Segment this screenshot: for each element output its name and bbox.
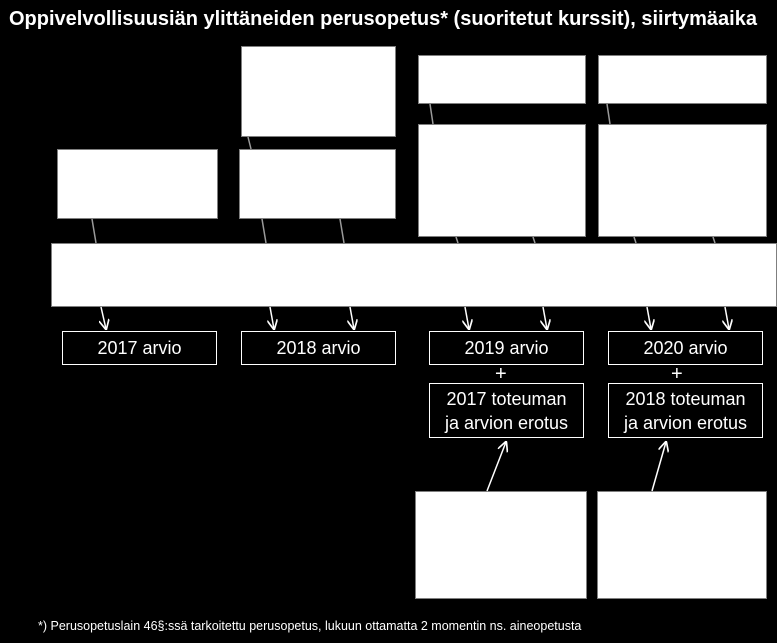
connector-line (607, 104, 610, 124)
arrow-to-2018-b (350, 307, 354, 329)
arrow-to-2020-a (647, 307, 651, 329)
year-box-2018: 2018 arvio (241, 331, 396, 365)
year-box-2019: 2019 arvio (429, 331, 584, 365)
plus-sign-2019: + (495, 363, 507, 385)
connector-line (456, 237, 458, 243)
year-box-2020: 2020 arvio (608, 331, 763, 365)
difference-box-2018-line2: ja arvion erotus (623, 412, 748, 433)
connector-line (248, 137, 251, 149)
plus-sign-2020: + (671, 363, 683, 385)
arrow-to-2018-a (270, 307, 274, 329)
connector-line (340, 219, 344, 243)
arrow-to-difference-2018 (652, 442, 666, 491)
difference-box-2018-line1: 2018 toteuman (625, 388, 746, 409)
connector-line (430, 104, 433, 124)
connector-line (92, 219, 96, 243)
difference-box-2017-line2: ja arvion erotus (444, 412, 569, 433)
connector-line (262, 219, 266, 243)
arrow-to-2019-a (465, 307, 469, 329)
footnote: *) Perusopetuslain 46§:ssä tarkoitettu perusopetus, lukuun ottamatta 2 momentin ns. aineopetusta (38, 619, 582, 633)
year-box-2017: 2017 arvio (62, 331, 217, 365)
arrow-to-2017 (101, 307, 106, 329)
arrow-to-difference-2017 (487, 442, 506, 491)
connector-line (634, 237, 636, 243)
diagram-title: Oppivelvollisuusiän ylittäneiden perusopetus* (suoritetut kurssit), siirtymäaika (9, 8, 757, 30)
connector-line (533, 237, 535, 243)
connector-line (713, 237, 715, 243)
arrow-to-2020-b (725, 307, 729, 329)
difference-box-2017-line1: 2017 toteuman (446, 388, 567, 409)
arrow-to-2019-b (543, 307, 547, 329)
